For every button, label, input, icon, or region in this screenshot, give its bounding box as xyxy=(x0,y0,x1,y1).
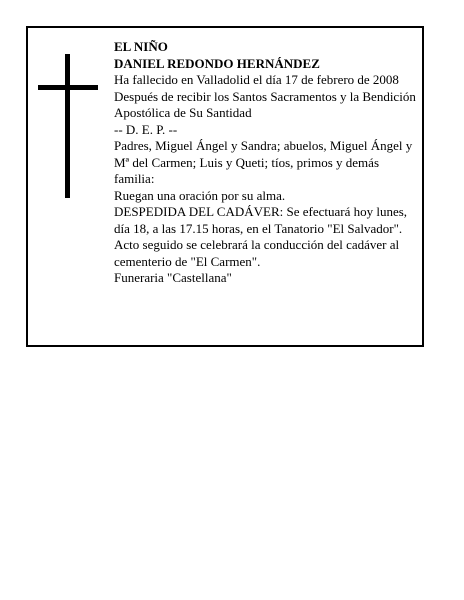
cross-vertical-bar xyxy=(65,54,70,198)
prayer-text: Ruegan una oración por su alma. xyxy=(114,187,286,203)
funeral-home: Funeraria "Castellana" xyxy=(114,270,232,285)
obituary-text xyxy=(114,39,422,287)
death-notice: Ha fallecido en Valladolid el día 17 de febrero de 2008 xyxy=(114,72,399,87)
deceased-title: EL NIÑO xyxy=(114,39,168,54)
rip-text: -- D. E. P. -- xyxy=(114,121,178,137)
deceased-name: DANIEL REDONDO HERNÁNDEZ xyxy=(114,55,320,71)
farewell-text: DESPEDIDA DEL CADÁVER: Se efectuará hoy lunes, día 18, a las 17.15 horas, en el Tanatorio "El Salvador". Acto seguido se celebrará la conducción del cadáver al cementerio de "El Carmen". xyxy=(114,204,408,269)
family-text: Padres, Miguel Ángel y Sandra; abuelos, Miguel Ángel y Mª del Carmen; Luis y Queti; tíos, primos y demás familia: xyxy=(114,138,413,186)
cross-horizontal-bar xyxy=(38,85,98,90)
sacraments-text: Después de recibir los Santos Sacramentos y la Bendición Apostólica de Su Santidad xyxy=(114,88,416,120)
cross-icon xyxy=(38,54,98,198)
